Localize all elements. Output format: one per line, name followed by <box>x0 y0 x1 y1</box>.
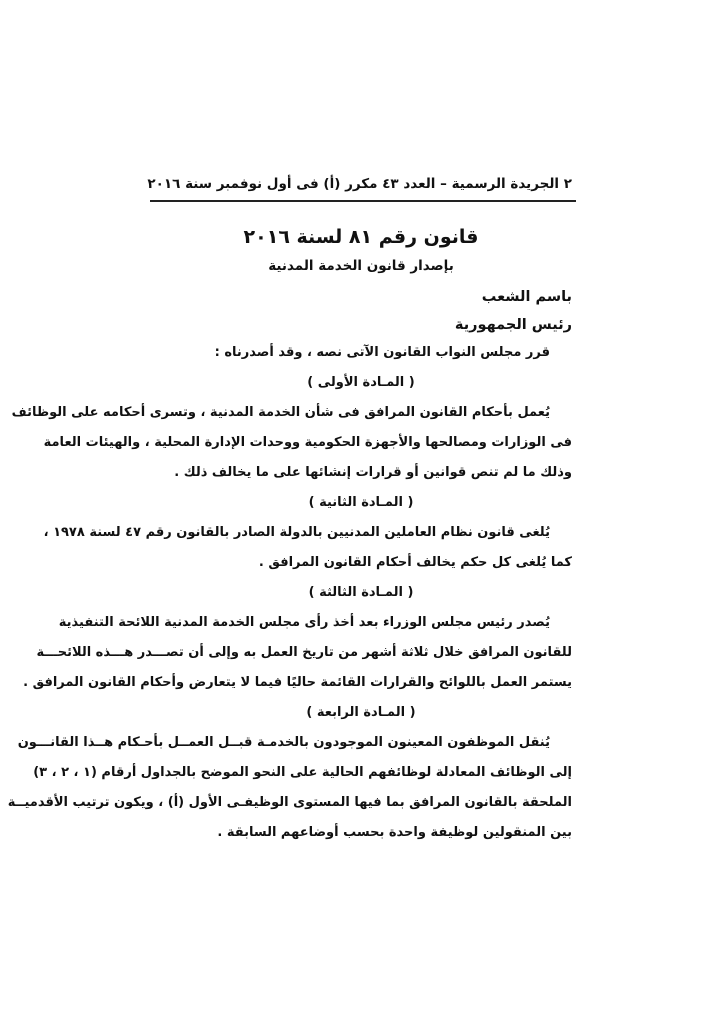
in-the-name-of-people: باسم الشعب <box>481 289 572 305</box>
article-text-line: يُلغى قانون نظام العاملين المدنيين بالدولة الصادر بالقانون رقم ٤٧ لسنة ١٩٧٨ ، <box>43 525 550 540</box>
article-heading: ( المـادة الرابعة ) <box>306 705 416 720</box>
article-heading: ( المـادة الثالثة ) <box>308 585 414 600</box>
article-heading: ( المـادة الأولى ) <box>307 375 415 390</box>
preamble: قرر مجلس النواب القانون الآتى نصه ، وقد أصدرناه : <box>214 345 550 360</box>
president-line: رئيس الجمهورية <box>454 317 572 333</box>
running-title: الجريدة الرسمية – العدد ٤٣ مكرر (أ) فى أول نوفمبر سنة ٢٠١٦ <box>147 176 560 192</box>
page-number: ٢ <box>563 176 572 192</box>
law-subtitle: بإصدار قانون الخدمة المدنية <box>268 258 454 274</box>
article-text-line: كما يُلغى كل حكم يخالف أحكام القانون المرافق . <box>258 555 572 570</box>
running-header <box>147 174 572 194</box>
article-text-line: فى الوزارات ومصالحها والأجهزة الحكومية ووحدات الإدارة المحلية ، والهيئات العامة <box>43 435 572 450</box>
article-text-line: إلى الوظائف المعادلة لوظائفهم الحالية على النحو الموضح بالجداول أرقام (١ ، ٢ ، ٣) <box>33 765 572 780</box>
article-text-line: بين المنقولين لوظيفة واحدة بحسب أوضاعهم السابقة . <box>217 825 572 840</box>
article-text-line: للقانون المرافق خلال ثلاثة أشهر من تاريخ العمل به وإلى أن تصـــدر هـــذه اللائحـــة <box>36 645 572 660</box>
article-heading: ( المـادة الثانية ) <box>308 495 414 510</box>
article-text-line: يُنقل الموظفون المعينون الموجودون بالخدمـة قبــل العمــل بأحـكام هــذا القانـــون <box>17 735 550 750</box>
header-rule <box>150 200 576 202</box>
article-text-line: يُصدر رئيس مجلس الوزراء بعد أخذ رأى مجلس الخدمة المدنية اللائحة التنفيذية <box>58 615 550 630</box>
law-title: قانون رقم ٨١ لسنة ٢٠١٦ <box>243 226 479 248</box>
article-text-line: يستمر العمل باللوائح والقرارات القائمة حاليًا فيما لا يتعارض وأحكام القانون المرافق . <box>23 675 572 690</box>
article-text-line: وذلك ما لم تنص قوانين أو قرارات إنشائها على ما يخالف ذلك . <box>174 465 572 480</box>
article-text-line: يُعمل بأحكام القانون المرافق فى شأن الخدمة المدنية ، وتسرى أحكامه على الوظائف <box>11 405 550 420</box>
article-text-line: الملحقة بالقانون المرافق بما فيها المستوى الوظيفـى الأول (أ) ، ويكون ترتيب الأقدميــة <box>7 795 572 810</box>
